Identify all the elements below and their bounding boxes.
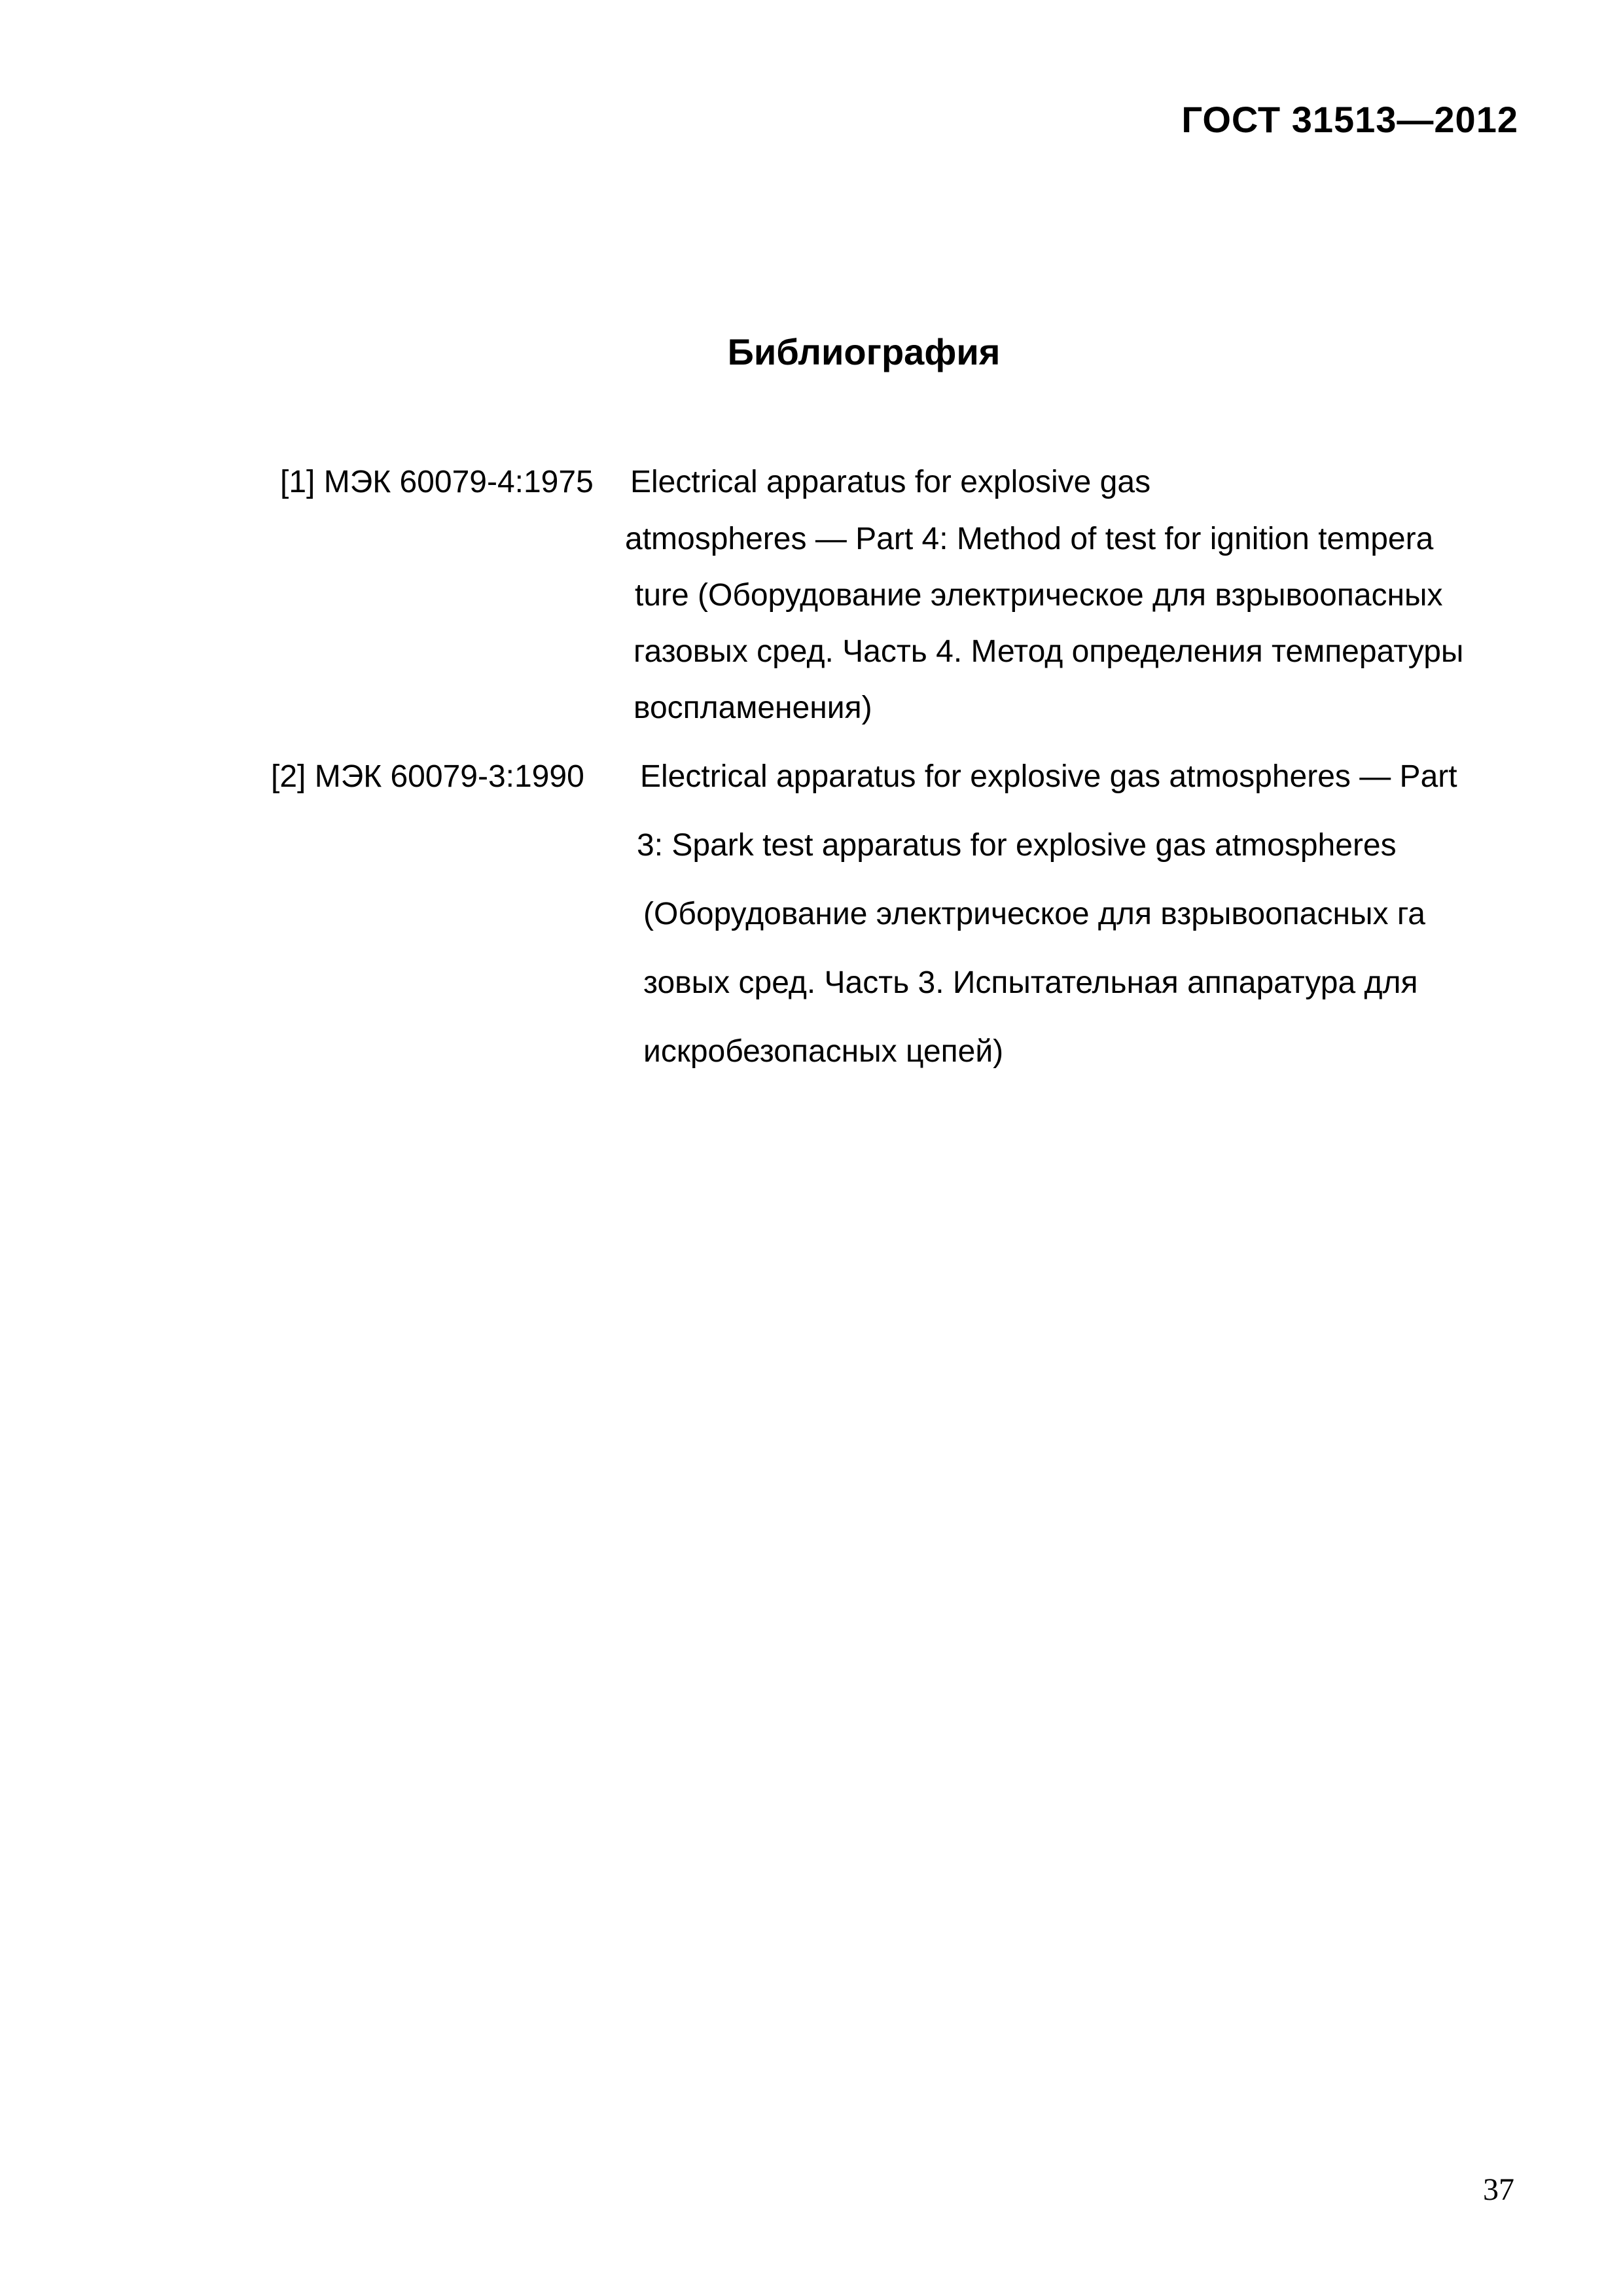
entry-text-line: искробезопасных цепей): [643, 1034, 1004, 1069]
entry-reference: [2] МЭК 60079-3:1990: [271, 759, 584, 794]
entry-text-line: ture (Оборудование электрическое для взрывоопасных: [635, 578, 1443, 613]
section-title: Библиография: [727, 331, 1001, 372]
entry-reference: [1] МЭК 60079-4:1975: [280, 465, 594, 499]
entry-text-line: зовых сред. Часть 3. Испытательная аппаратура для: [643, 965, 1418, 1000]
document-code: ГОСТ 31513—2012: [1181, 99, 1518, 140]
entry-text-line: atmospheres — Part 4: Method of test for ignition tempera: [625, 522, 1434, 556]
entry-text-line: воспламенения): [633, 691, 872, 725]
entry-text-line: (Оборудование электрическое для взрывоопасных га: [643, 897, 1425, 931]
entry-text-line: Electrical apparatus for explosive gas atmospheres — Part: [640, 759, 1457, 794]
entry-text-line: газовых сред. Часть 4. Метод определения температуры: [633, 634, 1464, 669]
entry-text-line: Electrical apparatus for explosive gas: [630, 465, 1151, 499]
page-number: 37: [1483, 2172, 1514, 2207]
entry-text-line: 3: Spark test apparatus for explosive gas atmospheres: [637, 828, 1397, 863]
